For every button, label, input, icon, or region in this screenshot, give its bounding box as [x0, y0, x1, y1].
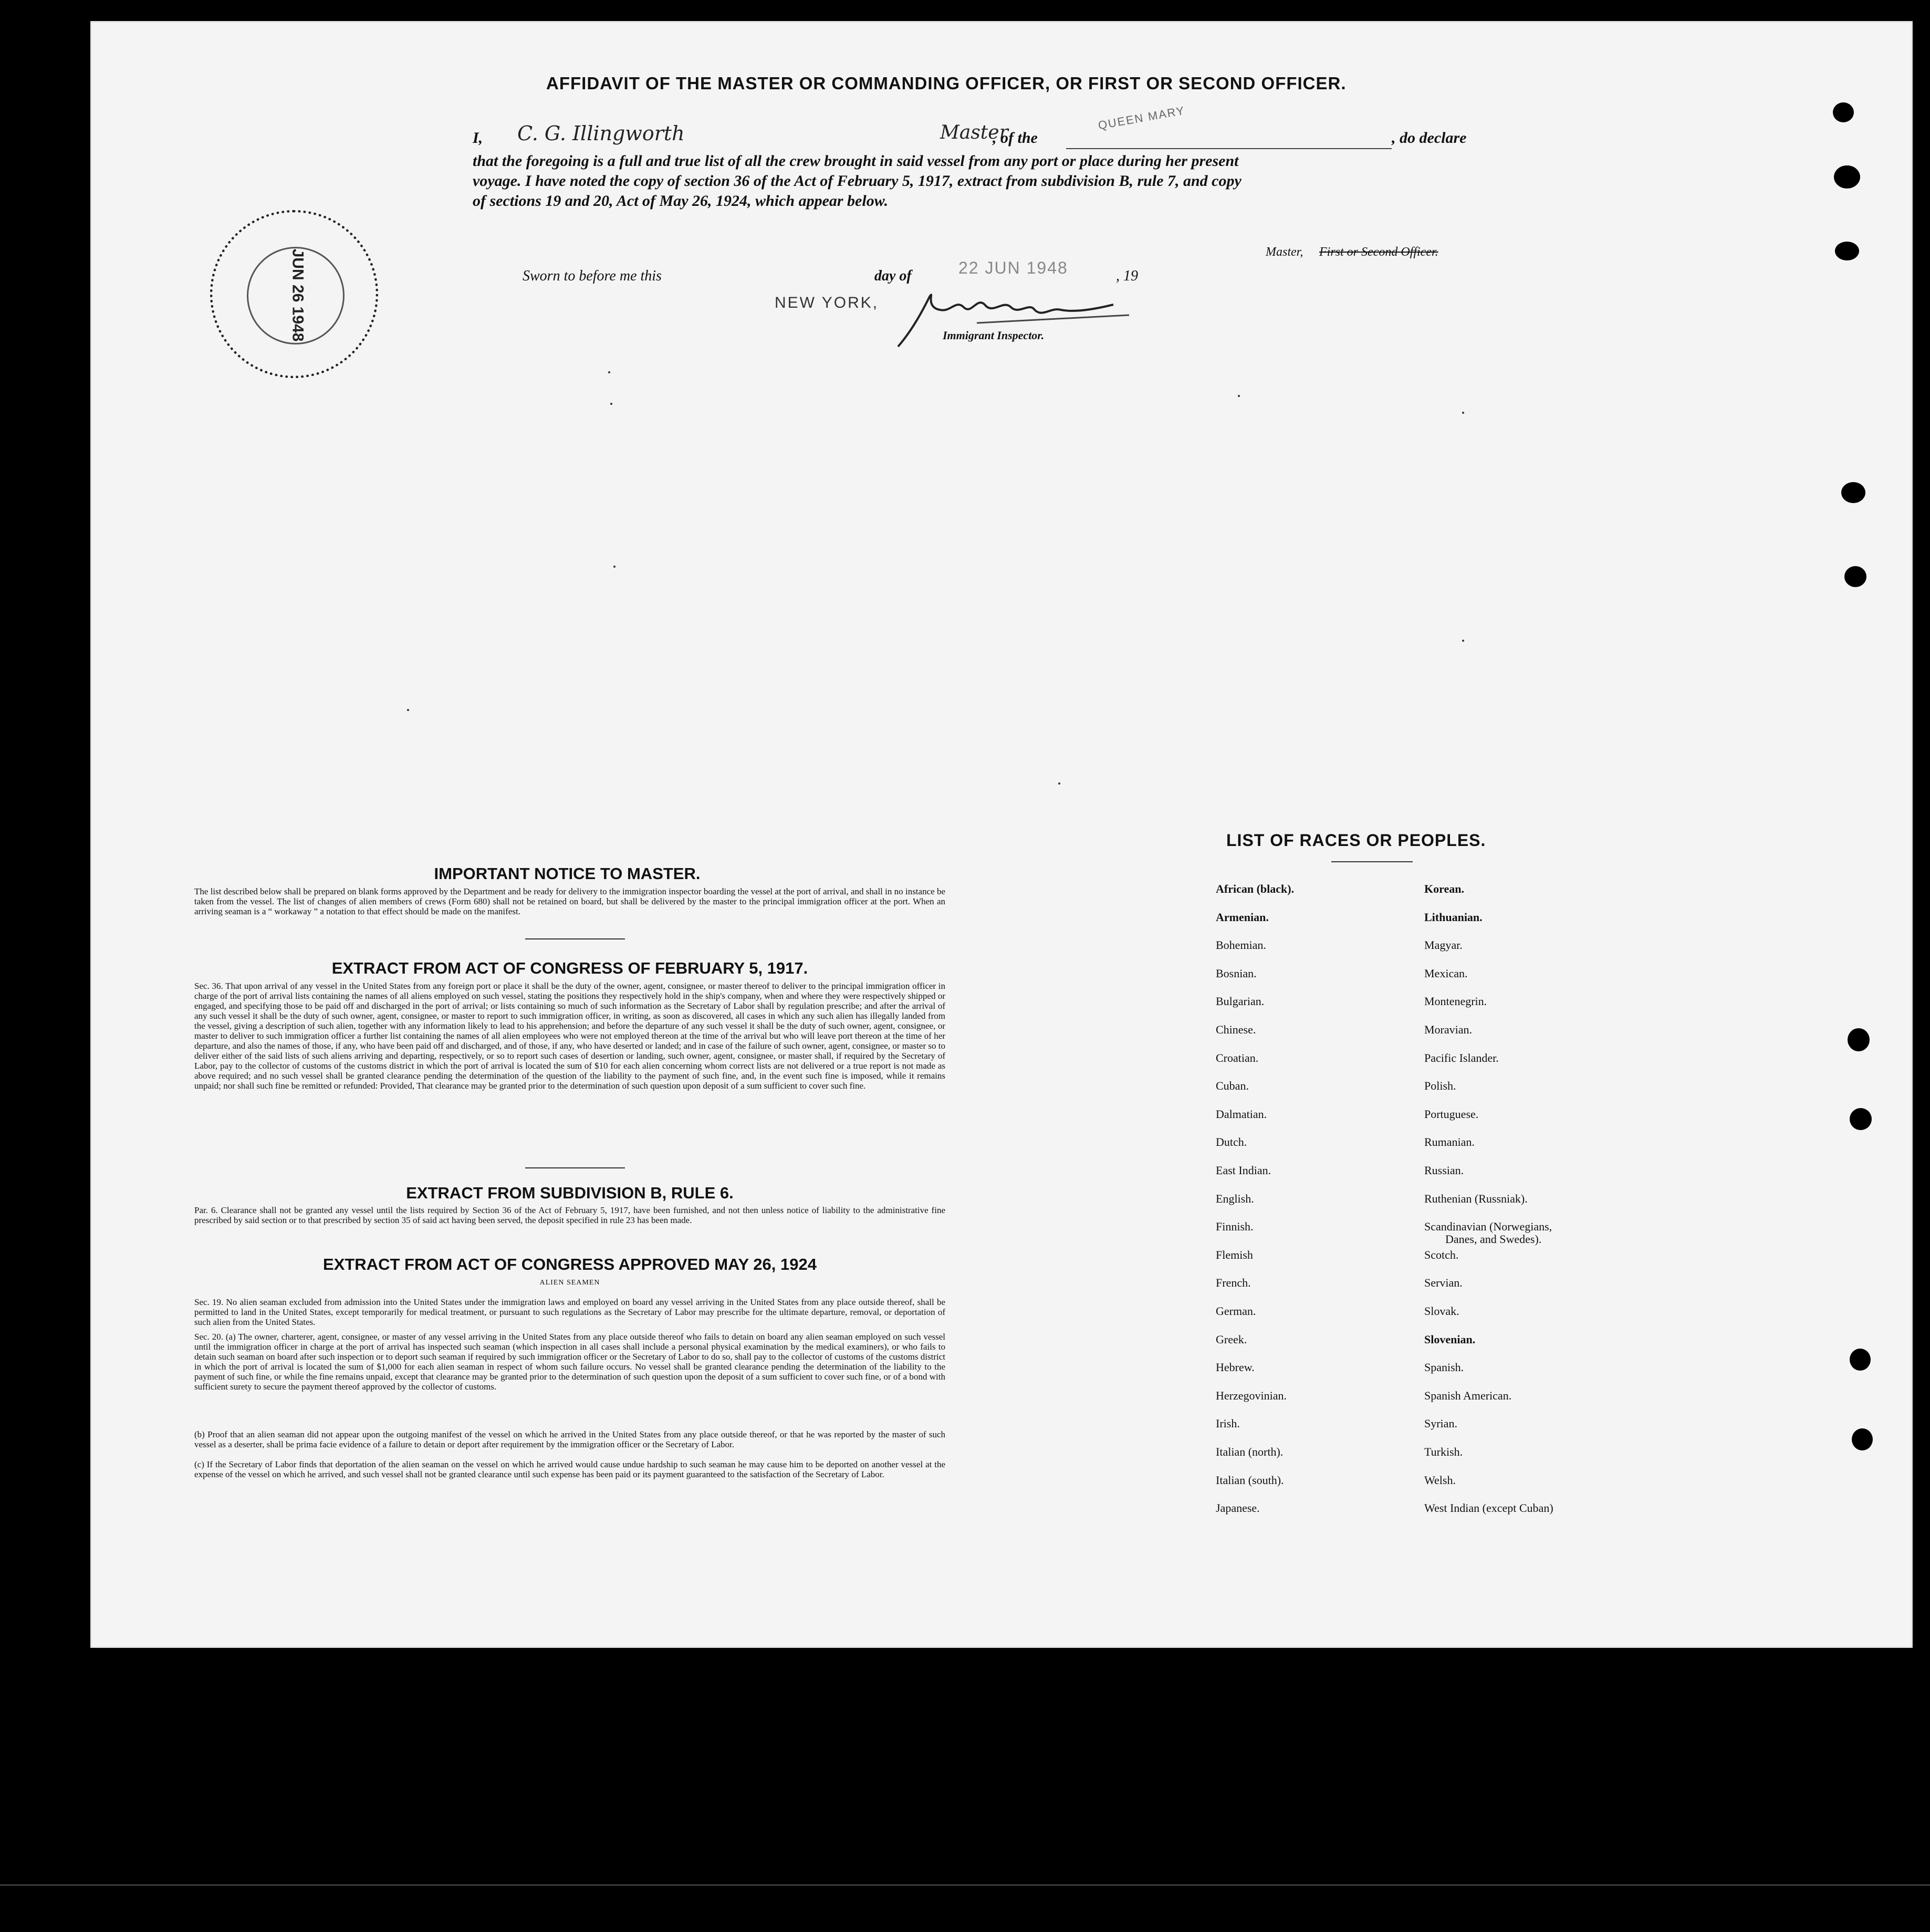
sec-20b-text: (b) Proof that an alien seaman did not appear upon the outgoing manifest of the vessel on which he arrived in the United States from any place outside thereof, or that he was reported by the master of such vessel as a deserter, shall be prima facie evidence of a failure to detain or deport after requirement by the immigration officer or the Secretary of Labor.	[194, 1429, 945, 1449]
master-name: C. G. Illingworth	[517, 122, 685, 145]
race-item: East Indian.	[1216, 1164, 1271, 1177]
extract-1924-title: EXTRACT FROM ACT OF CONGRESS APPROVED MAY 26, 1924	[323, 1255, 817, 1273]
race-item: French.	[1216, 1276, 1251, 1289]
punch-hole	[1850, 1349, 1871, 1371]
race-item: Italian (north).	[1216, 1445, 1284, 1458]
race-item: Welsh.	[1424, 1474, 1456, 1487]
race-item: Dutch.	[1216, 1135, 1247, 1148]
race-item: Spanish American.	[1424, 1389, 1512, 1402]
race-item: Scotch.	[1424, 1248, 1459, 1261]
scan-speck	[1238, 395, 1240, 397]
punch-hole	[1848, 1028, 1870, 1051]
race-item: Turkish.	[1424, 1445, 1463, 1458]
race-item: Servian.	[1424, 1276, 1463, 1289]
punch-hole	[1833, 102, 1854, 122]
race-item: English.	[1216, 1192, 1254, 1205]
race-item: Korean.	[1424, 882, 1464, 895]
sec-19-text: Sec. 19. No alien seaman excluded from admission into the United States under the immigration laws and employed on board any vessel arriving in the United States from any place outside thereof, shall be permitted to land in the United States, except temporarily for medical treatment, or pursuant to such regulations as the Secretary of Labor may prescribe for the ultimate departure, removal, or deportation of such alien from the United States.	[194, 1297, 945, 1327]
place-stamp: NEW YORK,	[775, 294, 879, 311]
date-stamp: 22 JUN 1948	[958, 258, 1068, 277]
race-item: Herzegovinian.	[1216, 1389, 1287, 1402]
day-of-label: day of	[874, 268, 912, 284]
race-item: Hebrew.	[1216, 1361, 1255, 1374]
affidavit-title: AFFIDAVIT OF THE MASTER OR COMMANDING OFFICER, OR FIRST OR SECOND OFFICER.	[546, 74, 1347, 93]
race-item: Portuguese.	[1424, 1108, 1479, 1121]
of-the-label: , of the	[993, 129, 1038, 147]
race-item: Mexican.	[1424, 967, 1468, 980]
race-item: Magyar.	[1424, 938, 1463, 952]
scan-speck	[1462, 412, 1464, 414]
notice-title: IMPORTANT NOTICE TO MASTER.	[434, 864, 701, 883]
divider	[525, 1167, 625, 1168]
scan-speck	[1462, 640, 1464, 642]
punch-hole	[1852, 1428, 1873, 1450]
race-item: Slovenian.	[1424, 1333, 1476, 1346]
master-rank: Master	[940, 122, 1008, 143]
race-item: Greek.	[1216, 1333, 1247, 1346]
subdivision-title: EXTRACT FROM SUBDIVISION B, RULE 6.	[406, 1184, 734, 1202]
punch-hole	[1841, 482, 1865, 503]
race-item: Bosnian.	[1216, 967, 1257, 980]
race-item: Italian (south).	[1216, 1474, 1284, 1487]
race-item: Polish.	[1424, 1079, 1456, 1092]
race-item: Montenegrin.	[1424, 995, 1487, 1008]
scan-speck	[407, 709, 409, 711]
race-item: Russian.	[1424, 1164, 1464, 1177]
race-item: West Indian (except Cuban)	[1424, 1501, 1553, 1515]
race-item: African (black).	[1216, 882, 1295, 895]
declaration-line-1: that the foregoing is a full and true list of all the crew brought in said vessel from any port or place during her present	[473, 152, 1239, 170]
notice-body: The list described below shall be prepared on blank forms approved by the Department and be ready for delivery to the immigration inspector boarding the vessel at the port of arrival, and shall in no instance be taken from the vessel. The list of changes of alien members of crews (Form 680) shall not be retained on board, but shall be delivered by the master to the principal immigration officer at the port. When an arriving seaman is a “ workaway ” a notation to that effect should be made on the manifest.	[194, 886, 945, 916]
race-item: Ruthenian (Russniak).	[1424, 1192, 1528, 1205]
extract-1917-body: Sec. 36. That upon arrival of any vessel in the United States from any foreign port or place it shall be the duty of the owner, agent, consignee, or master thereof to deliver to the principal immigration officer in charge of the port of arrival lists containing the names of all aliens employed on such vessel, stating the positions they respectively hold in the ship's company, when and where they were respectively shipped or engaged, and specifying those to be paid off and discharged in the port of arrival; or lists containing so much of such information as the Secretary of Labor shall by regulation prescribe; and after the arrival of any such vessel it shall be the duty of such owner, agent, consignee, or master to report to such immigration officer, in writing, as soon as discovered, all cases in which any such alien has illegally landed from the vessel, giving a description of such alien, together with any information likely to lead to his apprehension; and before the departure of any such vessel it shall be the duty of such owner, agent, consignee, or master to deliver to such immigration officer a further list containing the names of all alien employees who were not employed thereon at the time of the arrival but who will leave port thereon at the time of her departure, and also the names of those, if any, who have been paid off and discharged, and of those, if any, who have deserted or landed; and in case of the failure of such owner, agent, consignee, or master so to deliver either of the said lists of such aliens arriving and departing, respectively, or so to report such cases of desertion or landing, such owner, agent, consignee, or master shall, if required by the Secretary of Labor, pay to the collector of customs of the customs district in which the port of arrival is located the sum of $10 for each alien concerning whom correct lists are not delivered or a true report is not made as above required; and no such vessel shall be granted clearance pending the determination of the question of the liability to the payment of such fine, and, in the event such fine is imposed, while it remains unpaid; nor shall such fine be remitted or refunded: Provided, That clearance may be granted prior to the determination of such question upon deposit of a sum sufficient to cover such fine.	[194, 981, 945, 1091]
race-item: Chinese.	[1216, 1023, 1256, 1036]
stamp-date: JUN 26 1948	[289, 248, 307, 342]
inspector-label: Immigrant Inspector.	[943, 329, 1045, 342]
races-title: LIST OF RACES OR PEOPLES.	[1226, 831, 1486, 850]
race-item: Lithuanian.	[1424, 911, 1483, 924]
scan-speck	[608, 371, 610, 373]
sec-20c-text: (c) If the Secretary of Labor finds that deportation of the alien seaman on the vessel on which he arrived would cause undue hardship to such seaman he may cause him to be deported on another vessel at the expense of the vessel on which he arrived, and such vessel shall not be granted clearance until such expense has been paid or its payment guaranteed to the satisfaction of the Secretary of Labor.	[194, 1459, 945, 1479]
race-item: Scandinavian (Norwegians,	[1424, 1220, 1552, 1233]
race-item: Japanese.	[1216, 1501, 1260, 1515]
sec-20a-text: Sec. 20. (a) The owner, charterer, agent, consignee, or master of any vessel arriving in the United States from any place outside thereof who fails to detain on board any alien seaman employed on such vessel until the immigration officer in charge at the port of arrival has inspected such seaman (which inspection in all cases shall include a personal physical examination by the medical examiners), or who fails to detain such seaman on board after such inspection or to deport such seaman if required by such immigration officer or the Secretary of Labor to do so, shall pay to the collector of customs of the customs district in which the port of arrival is located the sum of $1,000 for each alien seaman in respect of whom such failure occurs. No vessel shall be granted clearance pending the determination of the liability to the payment of such fine, or while the fine remains unpaid, except that clearance may be granted prior to the determination of such question upon the deposit of a sum sufficient to cover such fine, or of a bond with sufficient surety to secure the payment thereof approved by the collector of customs.	[194, 1332, 945, 1392]
race-item: Pacific Islander.	[1424, 1051, 1499, 1064]
race-item: Moravian.	[1424, 1023, 1473, 1036]
vessel-field-line	[1066, 148, 1392, 149]
divider	[525, 938, 625, 939]
race-item: Syrian.	[1424, 1417, 1457, 1430]
race-item: Bulgarian.	[1216, 995, 1265, 1008]
race-item: German.	[1216, 1304, 1256, 1318]
race-item-continuation: Danes, and Swedes).	[1445, 1233, 1542, 1246]
punch-hole	[1844, 566, 1866, 587]
punch-hole	[1834, 165, 1860, 189]
race-item: Finnish.	[1216, 1220, 1254, 1233]
divider	[1331, 861, 1413, 862]
declarant-i-label: I,	[473, 129, 483, 147]
master-label: Master,	[1266, 245, 1303, 259]
declaration-line-2: voyage. I have noted the copy of section 36 of the Act of February 5, 1917, extract from subdivision B, rule 7, and copy	[473, 172, 1242, 190]
struck-officer-label: First or Second Officer.	[1319, 245, 1438, 259]
punch-hole	[1835, 242, 1859, 260]
race-item: Irish.	[1216, 1417, 1240, 1430]
subdivision-body: Par. 6. Clearance shall not be granted any vessel until the lists required by Section 36 of the Act of February 5, 1917, have been furnished, and not then unless notice of liability to the administrative fine prescribed by said section or to that prescribed by section 35 of said act having been served, the deposit specified in rule 23 has been made.	[194, 1205, 945, 1225]
do-declare-label: , do declare	[1392, 129, 1467, 147]
race-item: Flemish	[1216, 1248, 1253, 1261]
race-item: Spanish.	[1424, 1361, 1464, 1374]
declaration-line-3: of sections 19 and 20, Act of May 26, 1924, which appear below.	[473, 192, 889, 210]
vessel-name-stamp: QUEEN MARY	[1097, 103, 1186, 132]
race-item: Dalmatian.	[1216, 1108, 1267, 1121]
scan-speck	[1058, 782, 1060, 785]
race-item: Croatian.	[1216, 1051, 1259, 1064]
extract-1917-title: EXTRACT FROM ACT OF CONGRESS OF FEBRUARY 5, 1917.	[331, 959, 808, 977]
race-item: Slovak.	[1424, 1304, 1459, 1318]
scan-speck	[613, 566, 615, 568]
scan-edge-line	[0, 1884, 1930, 1886]
race-item: Rumanian.	[1424, 1135, 1475, 1148]
extract-1924-subtitle: ALIEN SEAMEN	[539, 1279, 600, 1287]
race-item: Armenian.	[1216, 911, 1269, 924]
sworn-label: Sworn to before me this	[523, 268, 662, 284]
punch-hole	[1850, 1108, 1872, 1130]
scan-speck	[610, 403, 612, 405]
race-item: Bohemian.	[1216, 938, 1266, 952]
year-label: , 19	[1116, 268, 1138, 284]
race-item: Cuban.	[1216, 1079, 1249, 1092]
